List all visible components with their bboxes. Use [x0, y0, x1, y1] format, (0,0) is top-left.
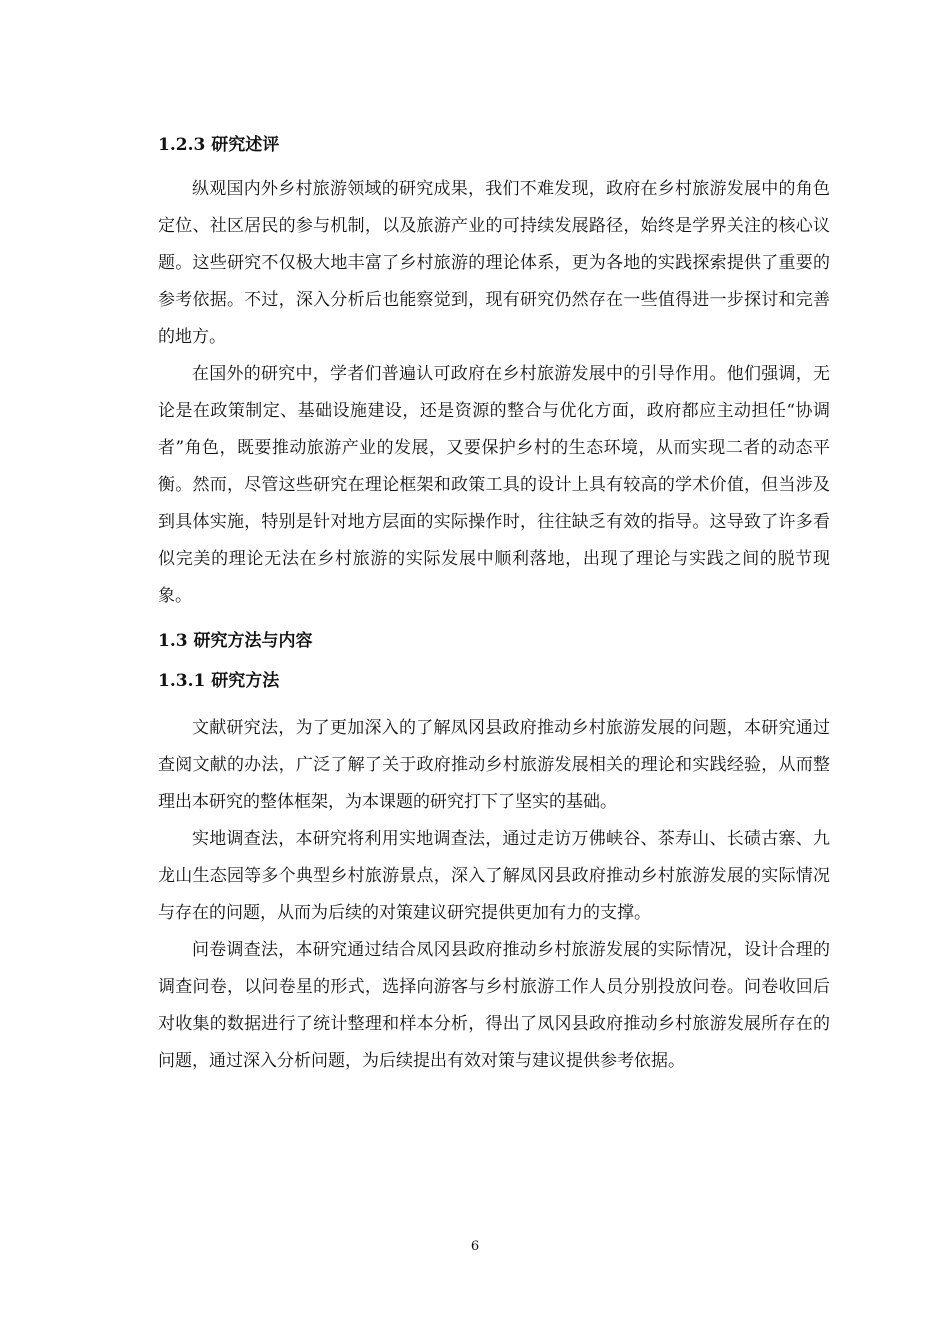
- section-heading-1-2-3: 1.2.3 研究述评: [158, 135, 280, 155]
- paragraph-review-1: 纵观国内外乡村旅游领域的研究成果，我们不难发现，政府在乡村旅游发展中的角色定位、社区居民的参与机制，以及旅游产业的可持续发展路径，始终是学界关注的核心议题。这些研究不仅极大地丰富了乡村旅游的理论体系，更为各地的实践探索提供了重要的参考依据。不过，深入分析后也能察觉到，现有研究仍然存在一些值得进一步探讨和完善的地方。: [158, 179, 830, 347]
- page-number: 6: [470, 1239, 480, 1254]
- paragraph-questionnaire-method: 问卷调查法，本研究通过结合凤冈县政府推动乡村旅游发展的实际情况，设计合理的调查问卷，以问卷星的形式，选择向游客与乡村旅游工作人员分别投放问卷。问卷收回后对收集的数据进行了统计整理和样本分析，得出了凤冈县政府推动乡村旅游发展所存在的问题，通过深入分析问题，为后续提出有效对策与建议提供参考依据。: [158, 940, 830, 1071]
- paragraph-review-2: 在国外的研究中，学者们普遍认可政府在乡村旅游发展中的引导作用。他们强调，无论是在政策制定、基础设施建设，还是资源的整合与优化方面，政府都应主动担任“协调者”角色，既要推动旅游产业的发展，又要保护乡村的生态环境，从而实现二者的动态平衡。然而，尽管这些研究在理论框架和政策工具的设计上具有较高的学术价值，但当涉及到具体实施，特别是针对地方层面的实际操作时，往往缺乏有效的指导。这导致了许多看似完美的理论无法在乡村旅游的实际发展中顺利落地，出现了理论与实践之间的脱节现象。: [158, 364, 830, 606]
- section-heading-1-3-1: 1.3.1 研究方法: [158, 671, 280, 691]
- paragraph-literature-method: 文献研究法，为了更加深入的了解凤冈县政府推动乡村旅游发展的问题，本研究通过查阅文献的办法，广泛了解了关于政府推动乡村旅游发展相关的理论和实践经验，从而整理出本研究的整体框架，为本课题的研究打下了坚实的基础。: [158, 718, 830, 812]
- paragraph-field-survey-method: 实地调查法，本研究将利用实地调查法，通过走访万佛峡谷、茶寿山、长碛古寨、九龙山生态园等多个典型乡村旅游景点，深入了解凤冈县政府推动乡村旅游发展的实际情况与存在的问题，从而为后续的对策建议研究提供更加有力的支撑。: [158, 829, 830, 923]
- page-content: [158, 132, 830, 1080]
- section-heading-1-3: 1.3 研究方法与内容: [158, 631, 313, 651]
